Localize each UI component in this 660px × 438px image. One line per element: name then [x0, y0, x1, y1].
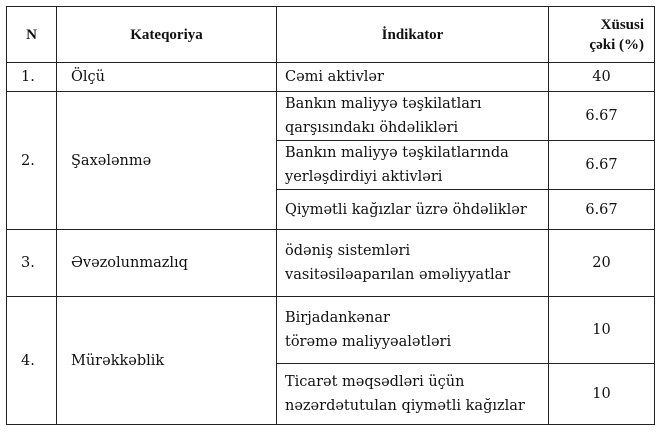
- table-row: [7, 230, 655, 297]
- row-indicator: [277, 364, 549, 425]
- row-number: 1.: [7, 63, 57, 92]
- indicator-line: Bankın maliyyə təşkilatlarında: [285, 145, 509, 161]
- header-category: Kateqoriya: [57, 7, 277, 63]
- header-indicator: İndikator: [277, 7, 549, 63]
- header-weight-line2: çəki (%): [589, 36, 644, 53]
- indicator-line: Ticarət məqsədləri üçün: [285, 374, 465, 390]
- header-row: [7, 7, 655, 63]
- header-weight-line1: Xüsusi: [600, 16, 644, 33]
- row-weight: 20: [549, 230, 655, 297]
- row-category: Əvəzolunmazlıq: [57, 230, 277, 297]
- header-weight: [549, 7, 655, 63]
- row-weight: 10: [549, 364, 655, 425]
- row-number: 4.: [7, 297, 57, 425]
- row-category: Mürəkkəblik: [57, 297, 277, 425]
- indicator-line: Bankın maliyyə təşkilatları: [285, 96, 482, 112]
- indicator-line: nəzərdətutulan qiymətli kağızlar: [285, 398, 525, 414]
- header-n: N: [7, 7, 57, 63]
- indicator-line: Birjadankənar: [285, 310, 390, 326]
- row-indicator: [277, 141, 549, 190]
- row-indicator: [277, 63, 549, 92]
- indicator-line: ödəniş sistemləri: [285, 243, 411, 259]
- indicator-line: Cəmi aktivlər: [285, 69, 384, 85]
- indicator-line: vasitəsiləaparılan əməliyyatlar: [285, 267, 511, 283]
- row-number: 2.: [7, 92, 57, 230]
- row-indicator: [277, 230, 549, 297]
- row-weight: 6.67: [549, 190, 655, 230]
- row-indicator: [277, 297, 549, 364]
- table-row: [7, 297, 655, 364]
- indicator-line: yerləşdirdiyi aktivləri: [285, 169, 443, 185]
- row-indicator: [277, 190, 549, 230]
- table-row: [7, 63, 655, 92]
- row-weight: 10: [549, 297, 655, 364]
- row-weight: 6.67: [549, 141, 655, 190]
- row-weight: 6.67: [549, 92, 655, 141]
- indicator-line: qarşısındakı öhdəlikləri: [285, 120, 459, 136]
- systemic-importance-table: [6, 6, 655, 425]
- row-category: Şaxələnmə: [57, 92, 277, 230]
- indicator-line: Qiymətli kağızlar üzrə öhdəliklər: [285, 201, 527, 218]
- row-number: 3.: [7, 230, 57, 297]
- table-row: [7, 92, 655, 141]
- row-indicator: [277, 92, 549, 141]
- row-category: Ölçü: [57, 63, 277, 92]
- indicator-line: törəmə maliyyəalətləri: [285, 334, 452, 350]
- row-weight: 40: [549, 63, 655, 92]
